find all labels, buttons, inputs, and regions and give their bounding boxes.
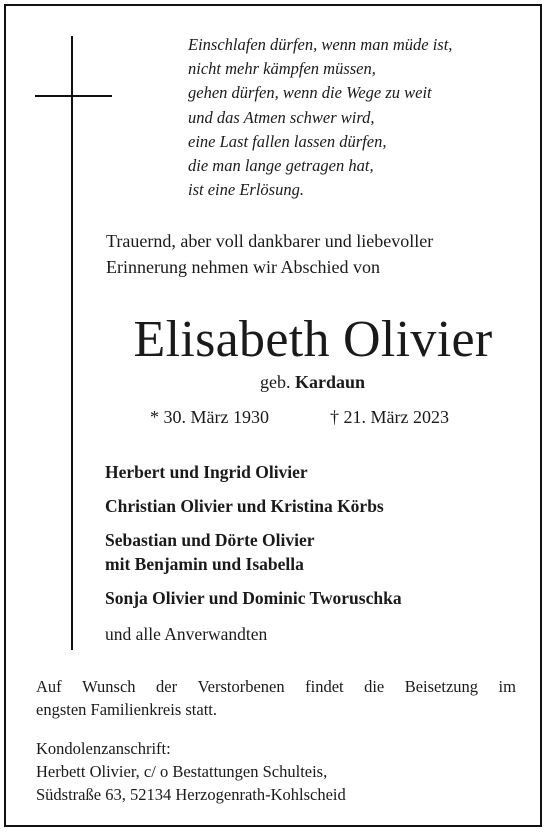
family-member: Sonja Olivier und Dominic Tworuschka (105, 588, 402, 608)
family-group (105, 586, 402, 610)
notice-word: die (364, 677, 385, 696)
birthname-prefix: geb. (260, 372, 291, 392)
poem-line: eine Last fallen lassen dürfen, (188, 131, 387, 151)
family-member: Christian Olivier und Kristina Körbs (105, 496, 384, 516)
deceased-name: Elisabeth Olivier (133, 311, 493, 368)
poem-line: nicht mehr kämpfen müssen, (188, 59, 376, 79)
contact-label: Kondolenzanschrift: (36, 739, 171, 758)
contact-line-2: Südstraße 63, 52134 Herzogenrath-Kohlscheid (36, 785, 346, 804)
poem (188, 33, 452, 202)
notice-word: Auf (36, 677, 62, 696)
condolence-address (36, 737, 346, 806)
poem-line: und das Atmen schwer wird, (188, 107, 375, 127)
family-member: Herbert und Ingrid Olivier (105, 462, 308, 482)
relatives-line: und alle Anverwandten (105, 624, 268, 644)
family-group (105, 528, 402, 576)
notice-line-1 (36, 675, 516, 698)
notice-word: Beisetzung (404, 677, 479, 696)
poem-line: ist eine Erlösung. (188, 180, 304, 200)
family-group (105, 460, 402, 484)
notice-word: Verstorbenen (197, 677, 285, 696)
family-list (105, 460, 402, 620)
notice-word: Wunsch (82, 677, 136, 696)
notice-line-2: engsten Familienkreis statt. (36, 700, 218, 719)
poem-line: gehen dürfen, wenn die Wege zu weit (188, 83, 432, 103)
birth-name (260, 370, 365, 394)
family-group (105, 494, 402, 518)
notice-word: der (156, 677, 178, 696)
birth-date: * 30. März 1930 (150, 407, 269, 427)
contact-line-1: Herbett Olivier, c/ o Bestattungen Schulteis, (36, 762, 328, 781)
notice-word: im (498, 677, 516, 696)
intro-line-1: Trauernd, aber voll dankbarer und liebevoller (106, 231, 434, 251)
burial-notice (36, 675, 516, 721)
death-date: † 21. März 2023 (330, 407, 449, 427)
family-member: mit Benjamin und Isabella (105, 554, 304, 574)
poem-line: Einschlafen dürfen, wenn man müde ist, (188, 35, 453, 54)
notice-word: findet (305, 677, 344, 696)
birthname-value: Kardaun (295, 372, 366, 392)
intro-text (106, 228, 433, 280)
cross-symbol-horizontal (35, 95, 112, 97)
family-member: Sebastian und Dörte Olivier (105, 530, 315, 550)
poem-line: die man lange getragen hat, (188, 156, 374, 176)
intro-line-2: Erinnerung nehmen wir Abschied von (106, 257, 380, 277)
